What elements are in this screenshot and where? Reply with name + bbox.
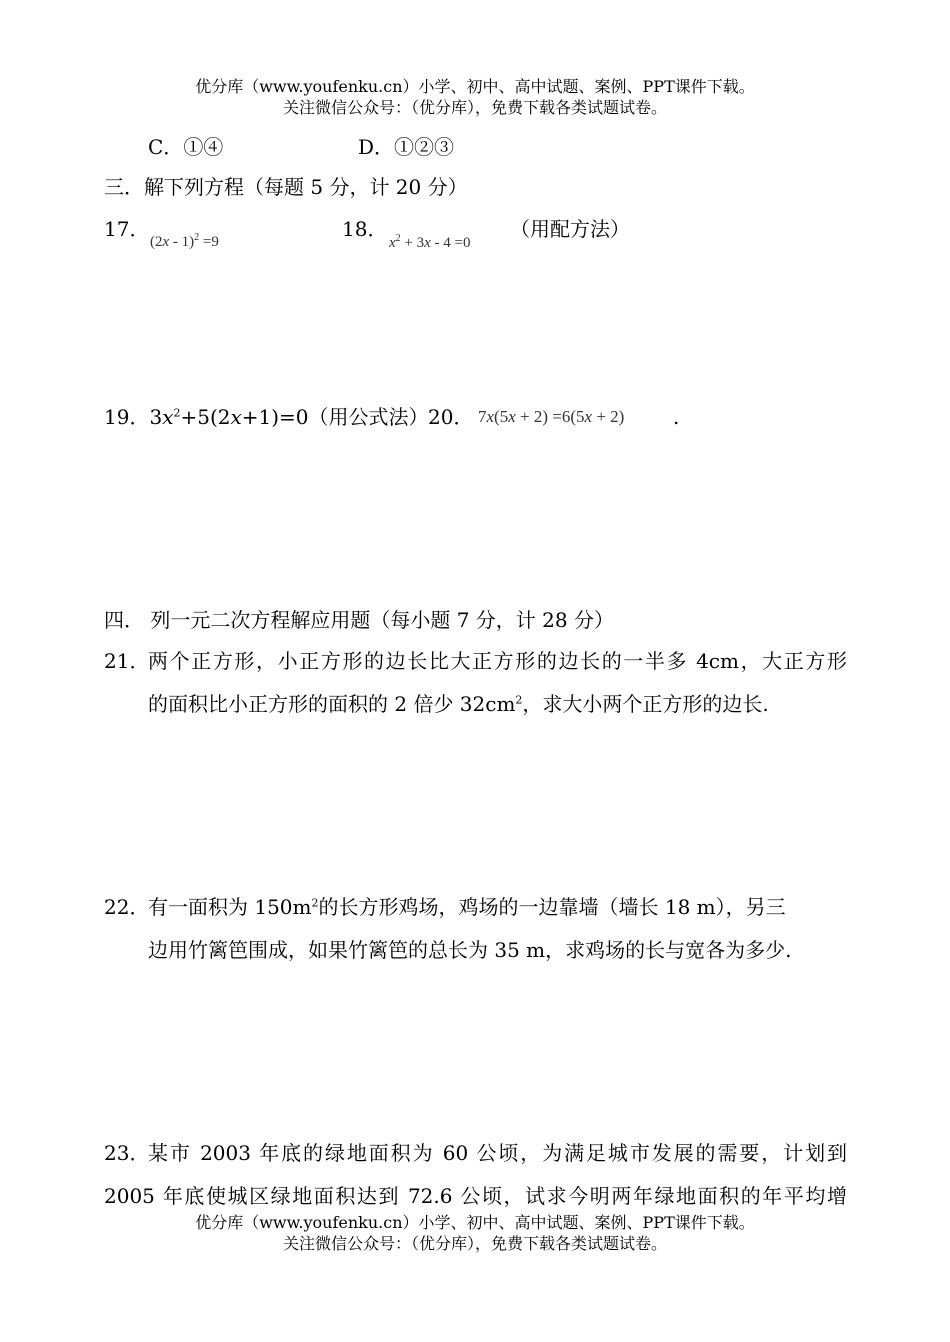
q18-equation: $x^2 + 3x - 4 =0$: [389, 233, 471, 251]
choice-d-label: D．: [358, 135, 395, 159]
choice-c-value: ①④: [183, 135, 224, 159]
q22-line-2: 边用竹篱笆围成，如果竹篱笆的总长为 35 m，求鸡场的长与宽各为多少.: [148, 938, 792, 962]
q20-period: .: [673, 405, 680, 429]
q17-equation: (2x - 1)$^2$ =9: [150, 232, 219, 250]
q23-number: 23．: [104, 1141, 150, 1165]
choice-d-value: ①②③: [394, 135, 455, 159]
header-line-2: 关注微信公众号：（优分库），免费下载各类试题试卷。: [282, 98, 667, 117]
choice-c: [148, 134, 223, 160]
q19-number: 19．: [104, 405, 150, 429]
q23-line-1: 某市 2003 年底的绿地面积为 60 公顷，为满足城市发展的需要，计划到: [148, 1141, 847, 1165]
q21-line-2: 的面积比小正方形的面积的 2 倍少 $32cm^2$，求大小两个正方形的边长.: [148, 692, 769, 716]
q19: 19．$3x^2+5(2x+1)=0$（用公式法）: [104, 405, 429, 429]
section-3-title: 三．解下列方程（每题 5 分，计 20 分）: [104, 175, 468, 199]
choice-d: [358, 134, 454, 160]
q23-line-2: 2005 年底使城区绿地面积达到 72.6 公顷，试求今明两年绿地面积的年平均增: [104, 1184, 847, 1208]
choice-c-label: C．: [148, 135, 184, 159]
footer-line-1: 优分库（www.youfenku.cn）小学、初中、高中试题、案例、PPT课件下载。: [195, 1213, 755, 1232]
header-line-1: 优分库（www.youfenku.cn）小学、初中、高中试题、案例、PPT课件下载。: [195, 77, 755, 96]
footer-line-2: 关注微信公众号：（优分库），免费下载各类试题试卷。: [282, 1234, 667, 1253]
q21-number: 21．: [104, 649, 150, 673]
q20-number: 20．: [428, 405, 474, 429]
q18-number: 18．: [342, 217, 388, 241]
q17-number: 17．: [104, 217, 150, 241]
q21-line-1: 两个正方形，小正方形的边长比大正方形的边长的一半多 4cm，大正方形: [148, 649, 847, 673]
q18-note: （用配方法）: [510, 217, 630, 241]
section-4-title: 四． 列一元二次方程解应用题（每小题 7 分，计 28 分）: [104, 608, 614, 632]
q22-number: 22．: [104, 895, 150, 919]
q22-line-1: 有一面积为 $150m^2$的长方形鸡场，鸡场的一边靠墙（墙长 18 m），另三: [148, 895, 786, 919]
q20-equation: 7x(5x + 2) =6(5x + 2): [478, 407, 625, 426]
